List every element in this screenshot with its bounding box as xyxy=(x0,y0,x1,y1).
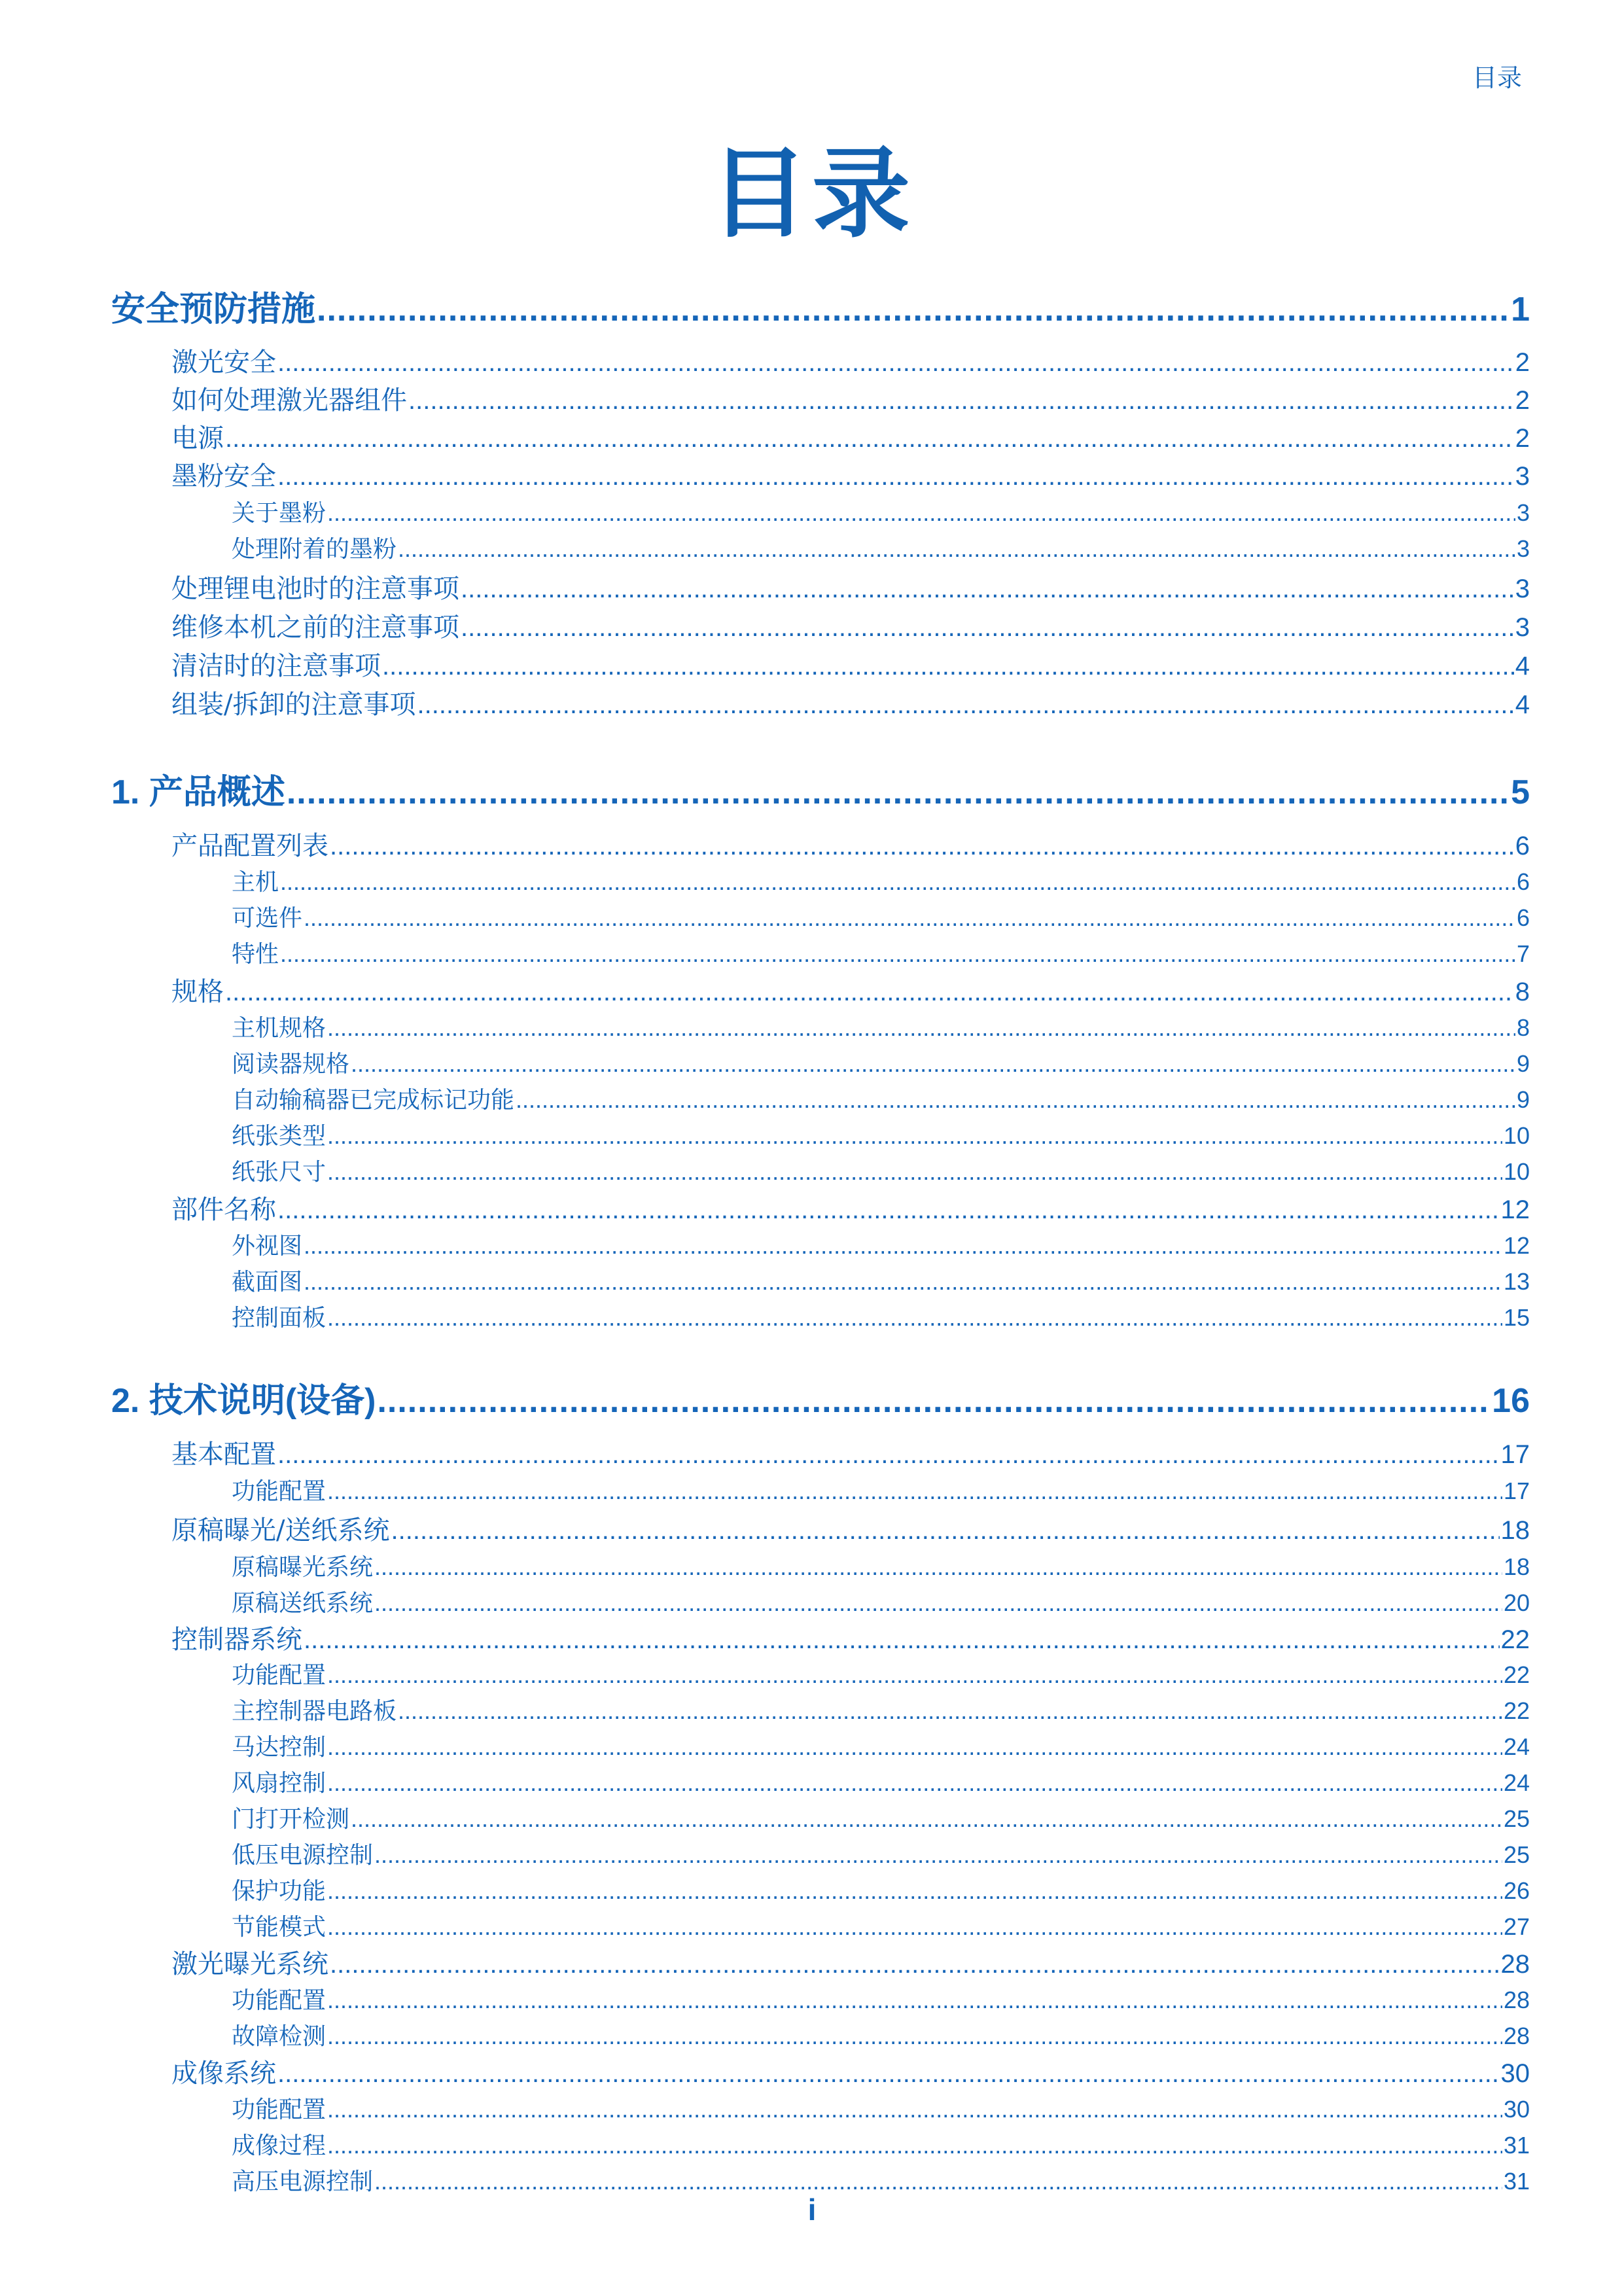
toc-entry-page: 13 xyxy=(1503,1268,1530,1295)
toc-entry-level3[interactable] xyxy=(232,864,1530,897)
toc-leader-dots xyxy=(382,652,1514,681)
toc-entry-level3[interactable] xyxy=(232,1982,1530,2015)
toc-entry-label: 处理锂电池时的注意事项 xyxy=(171,574,459,604)
page-title: 目录 xyxy=(709,137,914,251)
toc-leader-dots xyxy=(351,1050,1515,1078)
toc-entry-level3[interactable] xyxy=(232,1801,1530,1834)
toc-entry-page: 10 xyxy=(1503,1158,1530,1185)
toc-entry-label: 如何处理激光器组件 xyxy=(171,385,407,415)
toc-entry-page: 3 xyxy=(1516,499,1530,526)
toc-entry-level1[interactable] xyxy=(111,764,1530,813)
toc-entry-level3[interactable] xyxy=(232,1657,1530,1690)
toc-entry-label: 激光曝光系统 xyxy=(171,1949,328,1979)
toc-leader-dots xyxy=(225,978,1514,1007)
toc-entry-page: 20 xyxy=(1503,1589,1530,1616)
toc-entry-label: 激光安全 xyxy=(171,347,276,378)
toc-entry-level2[interactable] xyxy=(171,455,1530,493)
toc-entry-page: 3 xyxy=(1515,574,1530,603)
toc-entry-page: 2 xyxy=(1515,348,1530,377)
toc-leader-dots xyxy=(287,773,1509,812)
toc-entry-label: 自动输稿器已完成标记功能 xyxy=(232,1087,515,1114)
toc-entry-page: 25 xyxy=(1503,1805,1530,1832)
toc-entry-label: 控制面板 xyxy=(232,1305,327,1332)
toc-leader-dots xyxy=(417,690,1513,720)
toc-entry-page: 26 xyxy=(1503,1877,1530,1904)
toc-entry-label: 功能配置 xyxy=(232,1662,327,1689)
toc-entry-page: 8 xyxy=(1515,978,1530,1006)
toc-entry-label: 阅读器规格 xyxy=(232,1051,350,1078)
toc-leader-dots xyxy=(398,1697,1502,1725)
toc-entry-level3[interactable] xyxy=(232,1729,1530,1762)
toc-entry-label: 高压电源控制 xyxy=(232,2168,374,2195)
toc-entry-page: 17 xyxy=(1503,1477,1530,1504)
toc-entry-label: 2. 技术说明(设备) xyxy=(111,1382,376,1420)
toc-entry-label: 控制器系统 xyxy=(171,1625,302,1655)
toc-entry-label: 低压电源控制 xyxy=(232,1842,374,1869)
toc-leader-dots xyxy=(304,1232,1502,1260)
toc-leader-dots xyxy=(304,904,1515,932)
toc-leader-dots xyxy=(327,1122,1502,1150)
toc-leader-dots xyxy=(398,535,1515,563)
toc-leader-dots xyxy=(327,1769,1502,1797)
toc-entry-level3[interactable] xyxy=(232,1046,1530,1079)
toc-entry-label: 墨粉安全 xyxy=(171,461,276,491)
toc-entry-page: 9 xyxy=(1516,1050,1530,1077)
toc-entry-level3[interactable] xyxy=(232,2018,1530,2051)
toc-entry-page: 22 xyxy=(1500,1625,1530,1654)
toc-entry-label: 功能配置 xyxy=(232,1987,327,2014)
toc-entry-page: 4 xyxy=(1515,690,1530,719)
toc-entry-level2[interactable] xyxy=(171,1619,1530,1656)
toc-entry-level2[interactable] xyxy=(171,1943,1530,1981)
toc-leader-dots xyxy=(391,1516,1499,1545)
toc-entry-page: 3 xyxy=(1515,613,1530,642)
toc-entry-label: 原稿曝光系统 xyxy=(232,1554,374,1581)
toc-entry-label: 维修本机之前的注意事项 xyxy=(171,612,459,643)
toc-entry-label: 风扇控制 xyxy=(232,1770,327,1797)
toc-entry-page: 22 xyxy=(1503,1661,1530,1688)
toc-leader-dots xyxy=(327,499,1515,527)
toc-entry-label: 规格 xyxy=(171,977,224,1007)
toc-entry-label: 处理附着的墨粉 xyxy=(232,536,397,563)
toc-leader-dots xyxy=(351,1805,1502,1833)
toc-entry-label: 成像系统 xyxy=(171,2058,276,2089)
toc-leader-dots xyxy=(374,1553,1502,1581)
toc-entry-level2[interactable] xyxy=(171,342,1530,379)
toc-entry-level1[interactable] xyxy=(111,281,1530,330)
toc-entry-level3[interactable] xyxy=(232,1263,1530,1297)
toc-entry-label: 组装/拆卸的注意事项 xyxy=(171,690,416,720)
toc-leader-dots xyxy=(408,386,1514,415)
toc-leader-dots xyxy=(327,2022,1502,2050)
toc-entry-level3[interactable] xyxy=(232,1837,1530,1870)
toc-entry-page: 24 xyxy=(1503,1733,1530,1760)
running-header: 目录 xyxy=(1472,63,1522,92)
toc-entry-page: 31 xyxy=(1503,2168,1530,2195)
toc-entry-page: 12 xyxy=(1503,1232,1530,1259)
toc-leader-dots xyxy=(327,1014,1515,1042)
toc-entry-label: 截面图 xyxy=(232,1269,303,1296)
toc-entry-page: 30 xyxy=(1503,2096,1530,2123)
toc-entry-label: 清洁时的注意事项 xyxy=(171,651,381,681)
toc-leader-dots xyxy=(461,613,1514,643)
toc-entry-label: 原稿曝光/送纸系统 xyxy=(171,1515,390,1545)
toc-entry-level1[interactable] xyxy=(111,1373,1530,1422)
toc-entry-label: 主机 xyxy=(232,869,279,896)
toc-entry-level2[interactable] xyxy=(171,825,1530,862)
toc-leader-dots xyxy=(330,1950,1500,1979)
toc-entry-label: 门打开检测 xyxy=(232,1806,350,1833)
toc-entry-label: 关于墨粉 xyxy=(232,500,327,527)
toc-entry-level2[interactable] xyxy=(171,1189,1530,1226)
toc-leader-dots xyxy=(280,868,1515,896)
toc-entry-label: 主控制器电路板 xyxy=(232,1698,397,1725)
toc-entry-page: 6 xyxy=(1516,904,1530,931)
toc-leader-dots xyxy=(377,1381,1491,1421)
toc-entry-level3[interactable] xyxy=(232,1082,1530,1115)
toc-entry-level3[interactable] xyxy=(232,495,1530,528)
toc-entry-label: 特性 xyxy=(232,941,279,968)
toc-entry-page: 9 xyxy=(1516,1086,1530,1113)
toc-entry-page: 17 xyxy=(1500,1440,1530,1469)
toc-entry-level2[interactable] xyxy=(171,380,1530,417)
toc-entry-page: 31 xyxy=(1503,2132,1530,2159)
toc-entry-label: 原稿送纸系统 xyxy=(232,1590,374,1617)
toc-entry-label: 基本配置 xyxy=(171,1439,276,1470)
toc-entry-page: 18 xyxy=(1503,1553,1530,1580)
toc-entry-level3[interactable] xyxy=(232,2091,1530,2125)
toc-entry-page: 28 xyxy=(1500,1950,1530,1979)
toc-entry-label: 产品配置列表 xyxy=(171,831,328,861)
toc-leader-dots xyxy=(277,348,1514,378)
toc-entry-page: 16 xyxy=(1492,1382,1530,1420)
toc-entry-level2[interactable] xyxy=(171,607,1530,644)
toc-entry-level2[interactable] xyxy=(171,645,1530,682)
toc-leader-dots xyxy=(327,1304,1502,1332)
toc-entry-level3[interactable] xyxy=(232,1154,1530,1187)
toc-entry-page: 2 xyxy=(1515,424,1530,453)
toc-entry-level3[interactable] xyxy=(232,1873,1530,1906)
toc-entry-label: 保护功能 xyxy=(232,1878,327,1905)
toc-entry-page: 7 xyxy=(1516,940,1530,967)
toc-leader-dots xyxy=(277,2059,1500,2089)
toc-entry-page: 4 xyxy=(1515,652,1530,680)
toc-entry-level3[interactable] xyxy=(232,1585,1530,1618)
toc-entry-level3[interactable] xyxy=(232,1909,1530,1942)
toc-entry-level2[interactable] xyxy=(171,1434,1530,1471)
toc-leader-dots xyxy=(516,1086,1515,1114)
toc-entry-page: 28 xyxy=(1503,1987,1530,2013)
toc-entry-page: 12 xyxy=(1500,1195,1530,1224)
toc-entry-page: 6 xyxy=(1515,832,1530,860)
toc-entry-page: 22 xyxy=(1503,1697,1530,1724)
toc-leader-dots xyxy=(374,1841,1502,1869)
toc-entry-label: 1. 产品概述 xyxy=(111,773,285,811)
toc-leader-dots xyxy=(327,1913,1502,1941)
toc-leader-dots xyxy=(317,290,1509,329)
toc-leader-dots xyxy=(327,1158,1502,1186)
toc-entry-label: 故障检测 xyxy=(232,2023,327,2050)
toc-entry-page: 8 xyxy=(1516,1014,1530,1041)
toc-entry-label: 马达控制 xyxy=(232,1734,327,1761)
toc-entry-label: 节能模式 xyxy=(232,1914,327,1941)
toc-entry-page: 15 xyxy=(1503,1304,1530,1331)
toc-entry-level3[interactable] xyxy=(232,531,1530,564)
toc-leader-dots xyxy=(374,1589,1502,1617)
toc-leader-dots xyxy=(327,1661,1502,1689)
toc-entry-page: 18 xyxy=(1500,1516,1530,1545)
toc-entry-label: 安全预防措施 xyxy=(111,291,316,328)
toc-leader-dots xyxy=(327,1733,1502,1761)
toc-leader-dots xyxy=(304,1625,1500,1655)
toc-entry-page: 27 xyxy=(1503,1913,1530,1940)
toc-leader-dots xyxy=(304,1268,1502,1296)
toc-entry-page: 1 xyxy=(1511,291,1530,328)
toc-entry-page: 3 xyxy=(1516,535,1530,562)
toc-entry-page: 28 xyxy=(1503,2022,1530,2049)
toc-leader-dots xyxy=(277,1195,1500,1225)
toc-entry-level3[interactable] xyxy=(232,1118,1530,1151)
toc-entry-label: 功能配置 xyxy=(232,2096,327,2123)
toc-entry-label: 电源 xyxy=(171,423,224,453)
toc-leader-dots xyxy=(461,574,1514,604)
toc-entry-level3[interactable] xyxy=(232,1227,1530,1261)
toc-leader-dots xyxy=(327,1987,1502,2014)
toc-entry-label: 功能配置 xyxy=(232,1478,327,1505)
toc-entry-level2[interactable] xyxy=(171,568,1530,605)
toc-leader-dots xyxy=(280,940,1515,968)
toc-entry-page: 24 xyxy=(1503,1769,1530,1796)
toc-entry-level3[interactable] xyxy=(232,1549,1530,1582)
toc-leader-dots xyxy=(327,1477,1502,1505)
toc-leader-dots xyxy=(225,424,1514,453)
toc-leader-dots xyxy=(374,2168,1502,2195)
toc-entry-level2[interactable] xyxy=(171,2053,1530,2090)
page-number: i xyxy=(807,2193,817,2227)
toc-entry-level3[interactable] xyxy=(232,1010,1530,1043)
toc-entry-page: 5 xyxy=(1511,773,1530,811)
toc-entry-page: 10 xyxy=(1503,1122,1530,1149)
toc-entry-label: 可选件 xyxy=(232,905,303,932)
toc-entry-label: 纸张尺寸 xyxy=(232,1159,327,1186)
toc-leader-dots xyxy=(277,1440,1500,1470)
toc-entry-level2[interactable] xyxy=(171,417,1530,455)
toc-entry-level2[interactable] xyxy=(171,1510,1530,1547)
toc-entry-page: 25 xyxy=(1503,1841,1530,1868)
toc-entry-level3[interactable] xyxy=(232,936,1530,969)
toc-entry-level3[interactable] xyxy=(232,1299,1530,1333)
toc-entry-level2[interactable] xyxy=(171,971,1530,1008)
toc-entry-level3[interactable] xyxy=(232,1473,1530,1506)
toc-entry-label: 主机规格 xyxy=(232,1015,327,1042)
toc-entry-level3[interactable] xyxy=(232,2127,1530,2161)
toc-entry-label: 纸张类型 xyxy=(232,1123,327,1150)
toc-leader-dots xyxy=(327,2132,1502,2159)
toc-entry-level3[interactable] xyxy=(232,1765,1530,1798)
toc-entry-level2[interactable] xyxy=(171,684,1530,721)
toc-leader-dots xyxy=(327,1877,1502,1905)
toc-leader-dots xyxy=(327,2096,1502,2123)
toc-entry-page: 2 xyxy=(1515,386,1530,415)
toc-entry-page: 30 xyxy=(1500,2059,1530,2088)
toc-leader-dots xyxy=(330,832,1514,861)
toc-entry-label: 成像过程 xyxy=(232,2132,327,2159)
toc-entry-label: 外视图 xyxy=(232,1233,303,1260)
toc-entry-page: 6 xyxy=(1516,868,1530,895)
toc-entry-label: 部件名称 xyxy=(171,1195,276,1225)
toc-entry-page: 3 xyxy=(1515,462,1530,491)
toc-leader-dots xyxy=(277,462,1514,491)
toc-entry-level3[interactable] xyxy=(232,1693,1530,1726)
toc-entry-level3[interactable] xyxy=(232,900,1530,933)
